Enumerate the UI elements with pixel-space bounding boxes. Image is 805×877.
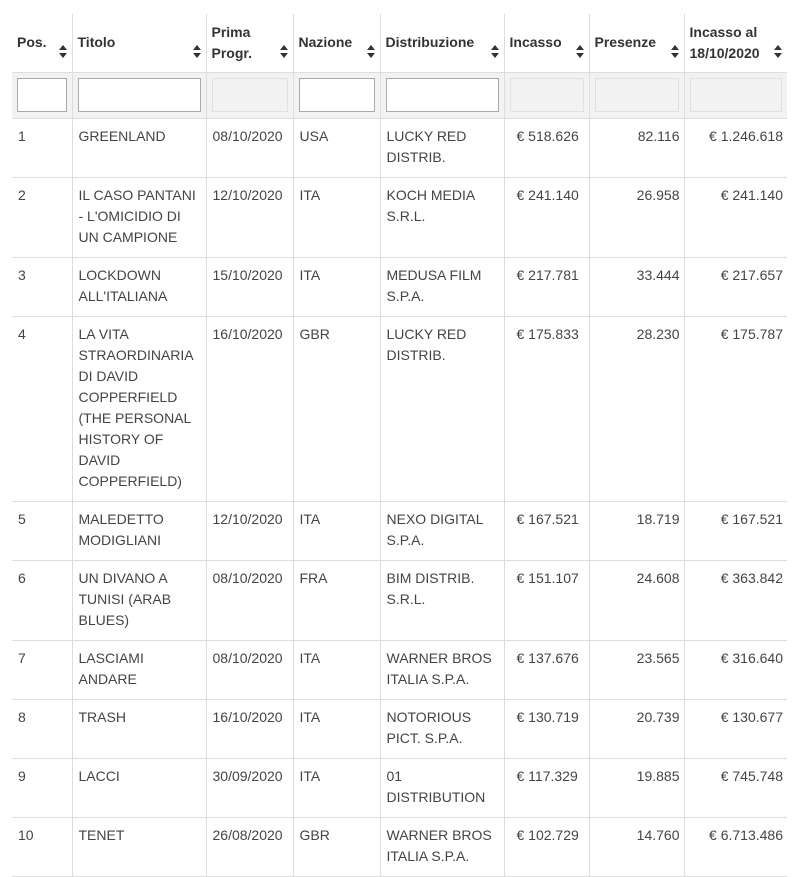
filter-cell-incasso <box>504 72 589 118</box>
cell-prima-progr: 16/10/2020 <box>206 699 293 758</box>
cell-incasso-al: € 130.677 <box>684 699 787 758</box>
cell-nazione: FRA <box>293 560 380 640</box>
cell-prima-progr: 08/10/2020 <box>206 560 293 640</box>
cell-incasso-al: € 241.140 <box>684 177 787 257</box>
cell-pos: 5 <box>12 501 72 560</box>
cell-presenze: 82.116 <box>589 118 684 177</box>
sort-icon[interactable] <box>280 45 289 59</box>
cell-nazione: ITA <box>293 699 380 758</box>
table-row <box>12 640 787 699</box>
cell-incasso: € 130.719 <box>504 699 589 758</box>
col-header-titolo[interactable] <box>72 14 206 72</box>
cell-distribuzione: NEXO DIGITAL S.P.A. <box>380 501 504 560</box>
cell-pos: 6 <box>12 560 72 640</box>
incasso-filter-input <box>510 78 584 112</box>
cell-incasso: € 175.833 <box>504 316 589 501</box>
box-office-table <box>12 14 787 877</box>
cell-titolo: LOCKDOWN ALL'ITALIANA <box>72 257 206 316</box>
cell-titolo: LASCIAMI ANDARE <box>72 640 206 699</box>
cell-incasso-al: € 1.246.618 <box>684 118 787 177</box>
table-row <box>12 257 787 316</box>
cell-distribuzione: MEDUSA FILM S.P.A. <box>380 257 504 316</box>
cell-prima-progr: 12/10/2020 <box>206 501 293 560</box>
col-header-pos[interactable] <box>12 14 72 72</box>
table-row <box>12 758 787 817</box>
cell-incasso-al: € 6.713.486 <box>684 817 787 876</box>
cell-pos: 8 <box>12 699 72 758</box>
cell-incasso-al: € 217.657 <box>684 257 787 316</box>
table-row <box>12 560 787 640</box>
header-row <box>12 14 787 72</box>
col-header-label: Nazione <box>298 34 353 50</box>
cell-distribuzione: BIM DISTRIB. S.R.L. <box>380 560 504 640</box>
sort-icon[interactable] <box>367 45 376 59</box>
cell-distribuzione: WARNER BROS ITALIA S.P.A. <box>380 640 504 699</box>
cell-incasso-al: € 363.842 <box>684 560 787 640</box>
col-header-distribuzione[interactable] <box>380 14 504 72</box>
filter-cell-incasso-al <box>684 72 787 118</box>
table-row <box>12 177 787 257</box>
incasso-al-filter-input <box>690 78 783 112</box>
cell-distribuzione: KOCH MEDIA S.R.L. <box>380 177 504 257</box>
filter-cell-presenze <box>589 72 684 118</box>
cell-nazione: ITA <box>293 640 380 699</box>
filter-cell-nazione <box>293 72 380 118</box>
cell-incasso-al: € 745.748 <box>684 758 787 817</box>
cell-presenze: 19.885 <box>589 758 684 817</box>
col-header-label: Pos. <box>17 34 47 50</box>
cell-distribuzione: 01 DISTRIBUTION <box>380 758 504 817</box>
col-header-label: Presenze <box>594 34 656 50</box>
cell-pos: 2 <box>12 177 72 257</box>
cell-pos: 3 <box>12 257 72 316</box>
cell-incasso: € 117.329 <box>504 758 589 817</box>
cell-nazione: GBR <box>293 316 380 501</box>
col-header-presenze[interactable] <box>589 14 684 72</box>
col-header-label: Titolo <box>77 34 116 50</box>
col-header-label: Incasso al 18/10/2020 <box>689 24 760 61</box>
cell-presenze: 20.739 <box>589 699 684 758</box>
cell-prima-progr: 30/09/2020 <box>206 758 293 817</box>
cell-pos: 7 <box>12 640 72 699</box>
col-header-nazione[interactable] <box>293 14 380 72</box>
filter-row <box>12 72 787 118</box>
cell-presenze: 18.719 <box>589 501 684 560</box>
cell-titolo: IL CASO PANTANI - L'OMICIDIO DI UN CAMPIONE <box>72 177 206 257</box>
cell-presenze: 24.608 <box>589 560 684 640</box>
col-header-label: Incasso <box>509 34 562 50</box>
cell-nazione: GBR <box>293 817 380 876</box>
cell-incasso: € 151.107 <box>504 560 589 640</box>
cell-titolo: LA VITA STRAORDINARIA DI DAVID COPPERFIELD (THE PERSONAL HISTORY OF DAVID COPPERFIELD) <box>72 316 206 501</box>
cell-nazione: ITA <box>293 257 380 316</box>
cell-titolo: LACCI <box>72 758 206 817</box>
cell-distribuzione: LUCKY RED DISTRIB. <box>380 316 504 501</box>
cell-incasso: € 102.729 <box>504 817 589 876</box>
col-header-label: Distribuzione <box>385 34 475 50</box>
cell-presenze: 23.565 <box>589 640 684 699</box>
cell-distribuzione: LUCKY RED DISTRIB. <box>380 118 504 177</box>
cell-nazione: USA <box>293 118 380 177</box>
table-row <box>12 316 787 501</box>
cell-incasso: € 167.521 <box>504 501 589 560</box>
cell-presenze: 33.444 <box>589 257 684 316</box>
table-row <box>12 501 787 560</box>
col-header-prima-progr[interactable] <box>206 14 293 72</box>
cell-presenze: 28.230 <box>589 316 684 501</box>
cell-incasso: € 518.626 <box>504 118 589 177</box>
titolo-filter-input[interactable] <box>78 78 201 112</box>
pos-filter-input[interactable] <box>17 78 67 112</box>
cell-prima-progr: 26/08/2020 <box>206 817 293 876</box>
cell-nazione: ITA <box>293 501 380 560</box>
cell-incasso-al: € 316.640 <box>684 640 787 699</box>
cell-presenze: 14.760 <box>589 817 684 876</box>
cell-distribuzione: NOTORIOUS PICT. S.P.A. <box>380 699 504 758</box>
table-row <box>12 699 787 758</box>
cell-pos: 10 <box>12 817 72 876</box>
cell-incasso: € 137.676 <box>504 640 589 699</box>
presenze-filter-input <box>595 78 679 112</box>
sort-icon[interactable] <box>774 45 783 59</box>
cell-incasso-al: € 175.787 <box>684 316 787 501</box>
filter-cell-prima-progr <box>206 72 293 118</box>
cell-nazione: ITA <box>293 177 380 257</box>
distribuzione-filter-input[interactable] <box>386 78 499 112</box>
table-row <box>12 817 787 876</box>
col-header-label: Prima Progr. <box>211 24 252 61</box>
cell-incasso: € 241.140 <box>504 177 589 257</box>
sort-icon[interactable] <box>193 45 202 59</box>
cell-prima-progr: 16/10/2020 <box>206 316 293 501</box>
nazione-filter-input[interactable] <box>299 78 375 112</box>
filter-cell-titolo <box>72 72 206 118</box>
cell-distribuzione: WARNER BROS ITALIA S.P.A. <box>380 817 504 876</box>
col-header-incasso-al[interactable] <box>684 14 787 72</box>
cell-titolo: TENET <box>72 817 206 876</box>
sort-icon[interactable] <box>59 45 68 59</box>
cell-prima-progr: 15/10/2020 <box>206 257 293 316</box>
cell-titolo: TRASH <box>72 699 206 758</box>
filter-cell-distribuzione <box>380 72 504 118</box>
cell-incasso-al: € 167.521 <box>684 501 787 560</box>
cell-titolo: MALEDETTO MODIGLIANI <box>72 501 206 560</box>
cell-prima-progr: 08/10/2020 <box>206 118 293 177</box>
cell-pos: 1 <box>12 118 72 177</box>
cell-pos: 4 <box>12 316 72 501</box>
cell-presenze: 26.958 <box>589 177 684 257</box>
filter-cell-pos <box>12 72 72 118</box>
sort-icon[interactable] <box>671 45 680 59</box>
cell-prima-progr: 12/10/2020 <box>206 177 293 257</box>
cell-titolo: GREENLAND <box>72 118 206 177</box>
sort-icon[interactable] <box>491 45 500 59</box>
cell-prima-progr: 08/10/2020 <box>206 640 293 699</box>
cell-pos: 9 <box>12 758 72 817</box>
sort-icon[interactable] <box>576 45 585 59</box>
cell-nazione: ITA <box>293 758 380 817</box>
cell-incasso: € 217.781 <box>504 257 589 316</box>
cell-titolo: UN DIVANO A TUNISI (ARAB BLUES) <box>72 560 206 640</box>
table-row <box>12 118 787 177</box>
col-header-incasso[interactable] <box>504 14 589 72</box>
prima-progr-filter-input <box>212 78 288 112</box>
